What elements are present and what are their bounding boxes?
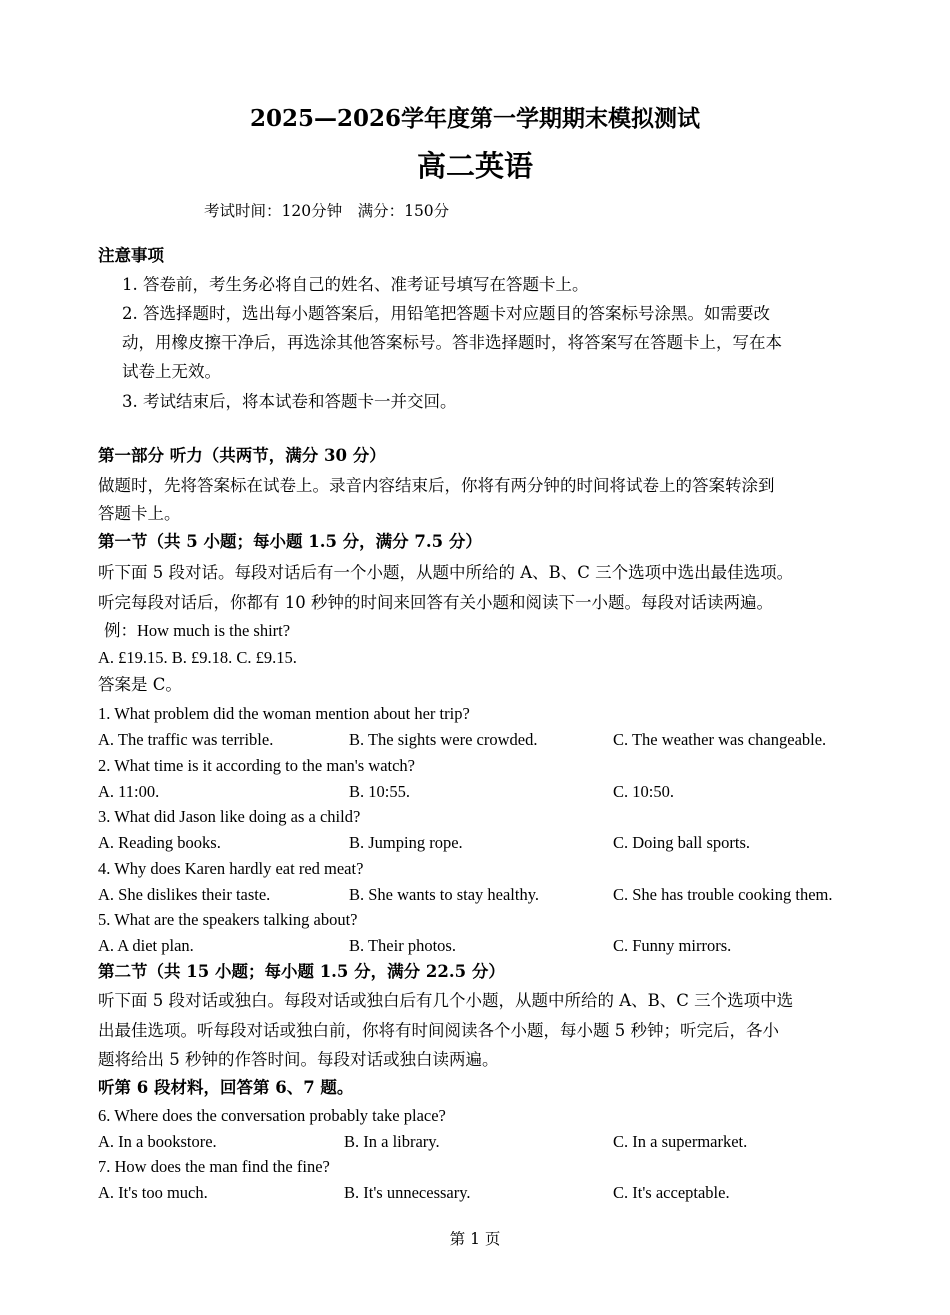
notice-item-2-line-3: 试卷上无效。 (122, 362, 221, 381)
question-6-option-c: C. In a supermarket. (613, 1132, 748, 1151)
example-question: 例：How much is the shirt? (104, 621, 291, 640)
question-1-option-b: B. The sights were crowded. (349, 730, 538, 749)
part1-intro-line-1: 做题时，先将答案标在试卷上。录音内容结束后，你将有两分钟的时间将试卷上的答案转涂到 (98, 476, 775, 495)
question-2-option-a: A. 11:00. (98, 782, 160, 801)
question-4-option-c: C. She has trouble cooking them. (613, 885, 833, 904)
example-answer: 答案是 C。 (98, 675, 182, 694)
question-2: 2. What time is it according to the man's watch? (98, 756, 415, 775)
question-5-option-b: B. Their photos. (349, 936, 456, 955)
exam-title: 2025—2026学年度第一学期期末模拟测试 (249, 105, 701, 132)
page-number: 第 1 页 (449, 1230, 501, 1248)
question-5-option-c: C. Funny mirrors. (613, 936, 732, 955)
question-3-option-a: A. Reading books. (98, 833, 221, 852)
question-4: 4. Why does Karen hardly eat red meat? (98, 859, 364, 878)
question-7: 7. How does the man find the fine? (98, 1157, 330, 1176)
section2-heading: 第二节（共 15 小题；每小题 1.5 分，满分 22.5 分） (98, 962, 505, 981)
section2-intro-line-3: 题将给出 5 秒钟的作答时间。每段对话或独白读两遍。 (98, 1050, 499, 1069)
subject-title: 高二英语 (416, 149, 533, 183)
question-5: 5. What are the speakers talking about? (98, 910, 358, 929)
question-5-option-a: A. A diet plan. (98, 936, 194, 955)
question-7-option-c: C. It's acceptable. (613, 1183, 730, 1202)
question-4-option-a: A. She dislikes their taste. (98, 885, 271, 904)
notice-item-2-line-2: 动，用橡皮擦干净后，再选涂其他答案标号。答非选择题时，将答案写在答题卡上，写在本 (122, 333, 782, 352)
notice-heading: 注意事项 (98, 246, 164, 265)
question-4-option-b: B. She wants to stay healthy. (349, 885, 540, 904)
question-1-option-c: C. The weather was changeable. (613, 730, 827, 749)
question-1: 1. What problem did the woman mention about her trip? (98, 704, 470, 723)
question-2-option-c: C. 10:50. (613, 782, 674, 801)
question-6: 6. Where does the conversation probably take place? (98, 1106, 446, 1125)
notice-item-3: 3. 考试结束后，将本试卷和答题卡一并交回。 (122, 392, 457, 411)
question-7-option-a: A. It's too much. (98, 1183, 208, 1202)
example-options: A. £19.15. B. £9.18. C. £9.15. (98, 648, 297, 667)
material-6-heading: 听第 6 段材料，回答第 6、7 题。 (98, 1078, 354, 1097)
section2-intro-line-1: 听下面 5 段对话或独白。每段对话或独白后有几个小题，从题中所给的 A、B、C 三个选项中选 (98, 991, 794, 1010)
section2-intro-line-2: 出最佳选项。听每段对话或独白前，你将有时间阅读各个小题，每小题 5 秒钟；听完后，各小 (98, 1021, 779, 1040)
question-3-option-c: C. Doing ball sports. (613, 833, 751, 852)
question-3-option-b: B. Jumping rope. (349, 833, 463, 852)
question-6-option-a: A. In a bookstore. (98, 1132, 217, 1151)
part1-intro-line-2: 答题卡上。 (98, 504, 181, 523)
exam-info: 考试时间：120分钟 满分：150分 (204, 202, 450, 220)
question-6-option-b: B. In a library. (344, 1132, 440, 1151)
question-7-option-b: B. It's unnecessary. (344, 1183, 471, 1202)
section1-intro-line-2: 听完每段对话后，你都有 10 秒钟的时间来回答有关小题和阅读下一小题。每段对话读两遍。 (98, 593, 773, 612)
notice-item-2-line-1: 2. 答选择题时，选出每小题答案后，用铅笔把答题卡对应题目的答案标号涂黑。如需要改 (122, 304, 770, 323)
question-2-option-b: B. 10:55. (349, 782, 410, 801)
question-3: 3. What did Jason like doing as a child? (98, 807, 361, 826)
notice-item-1: 1. 答卷前，考生务必将自己的姓名、准考证号填写在答题卡上。 (122, 275, 589, 294)
question-1-option-a: A. The traffic was terrible. (98, 730, 274, 749)
part1-heading: 第一部分 听力（共两节，满分 30 分） (98, 446, 386, 465)
section1-intro-line-1: 听下面 5 段对话。每段对话后有一个小题，从题中所给的 A、B、C 三个选项中选出最佳选项。 (98, 563, 794, 582)
section1-heading: 第一节（共 5 小题；每小题 1.5 分，满分 7.5 分） (98, 532, 482, 551)
